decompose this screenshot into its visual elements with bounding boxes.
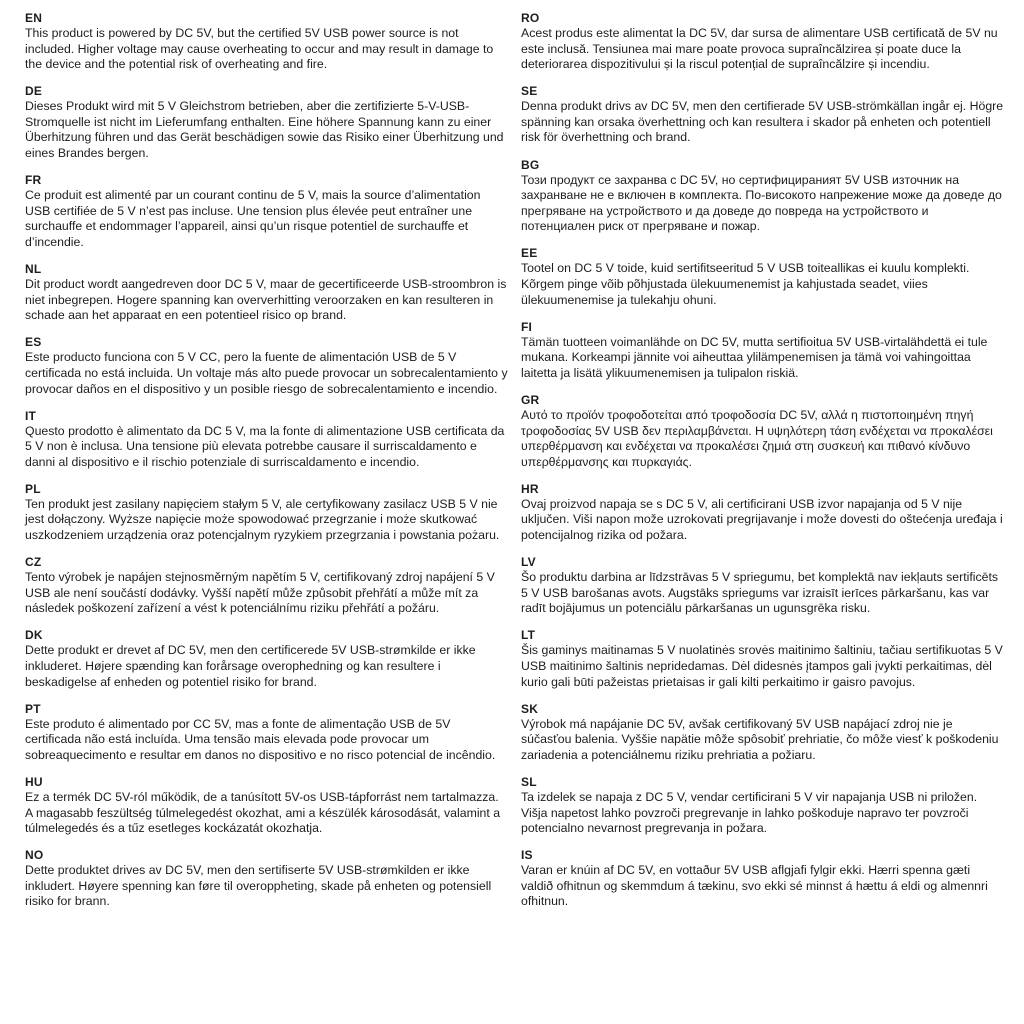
- lang-text-sl: Ta izdelek se napaja z DC 5 V, vendar certificirani 5 V vir napajanja USB ni priložen. Višja napetost lahko povzroči pregrevanje in lahko poškoduje napravo ter povzroči potencialno nevarnost pregrevanja in požara.: [521, 790, 978, 836]
- lang-block-nl: [25, 261, 508, 324]
- lang-text-cz: Tento výrobek je napájen stejnosměrným napětím 5 V, certifikovaný zdroj napájení 5 V USB ale není součástí dodávky. Vyšší napětí může způsobit přehřátí a může mít za následek poškození zařízení a vést k potenciálnímu riziku přehřátí a požáru.: [25, 570, 495, 616]
- lang-block-dk: [25, 627, 508, 690]
- lang-text-es: Este producto funciona con 5 V CC, pero la fuente de alimentación USB de 5 V certificada no está incluida. Un voltaje más alto puede provocar un sobrecalentamiento y provocar daños en el dispositivo y un posible riesgo de sobrecalentamiento e incendio.: [25, 350, 508, 396]
- column-left: [25, 10, 508, 921]
- lang-code-bg: BG: [521, 157, 540, 172]
- lang-code-no: NO: [25, 848, 44, 863]
- lang-block-sl: [521, 774, 1004, 837]
- lang-block-no: [25, 847, 508, 910]
- lang-text-ro: Acest produs este alimentat la DC 5V, dar sursa de alimentare USB certificată de 5V nu este inclusă. Tensiunea mai mare poate provoca supraîncălzirea și poate duce la deteriorarea dispozitivului și la riscul potențial de supraîncălzire și incendiu.: [521, 26, 998, 72]
- lang-text-de: Dieses Produkt wird mit 5 V Gleichstrom betrieben, aber die zertifizierte 5-V-USB-Stromquelle ist nicht im Lieferumfang enthalten. Eine höhere Spannung kann zu einer Überhitzung führen und das Gerät beschädigen sowie das Risiko einer Überhitzung und eines Brandes bergen.: [25, 99, 504, 161]
- lang-text-lv: Šo produktu darbina ar līdzstrāvas 5 V spriegumu, bet komplektā nav iekļauts sertificēts 5 V USB barošanas avots. Augstāks spriegums var izraisīt ierīces pārkaršanu, kas var radīt bojājumus un potenciālu pārkaršanas un ugunsgrēka risku.: [521, 570, 999, 616]
- lang-text-pt: Este produto é alimentado por CC 5V, mas a fonte de alimentação USB de 5V certificada não está incluída. Uma tensão mais elevada pode provocar um sobreaquecimento e resultar em danos no dispositivo e no risco potencial de incêndio.: [25, 716, 496, 762]
- lang-code-hr: HR: [521, 481, 539, 496]
- lang-code-ro: RO: [521, 11, 540, 25]
- lang-block-is: [521, 847, 1004, 910]
- lang-text-is: Varan er knúin af DC 5V, en vottaður 5V USB aflgjafi fylgir ekki. Hærri spenna gæti valdið ofhitnun og skemmdum á tækinu, svo ekki sé minnst á hættu á eldi og almennri ofhitnun.: [521, 863, 988, 909]
- lang-code-es: ES: [25, 335, 42, 350]
- lang-block-hu: [25, 774, 508, 837]
- lang-block-it: [25, 408, 508, 471]
- lang-code-lt: LT: [521, 628, 536, 643]
- lang-code-pt: PT: [25, 701, 41, 716]
- lang-text-nl: Dit product wordt aangedreven door DC 5 V, maar de gecertificeerde USB-stroombron is niet inbegrepen. Hogere spanning kan oververhitting veroorzaken en kan resulteren in schade aan het apparaat en een potentieel risico op brand.: [25, 277, 507, 323]
- lang-code-fr: FR: [25, 173, 42, 188]
- lang-block-cz: [25, 554, 508, 617]
- lang-block-ee: [521, 245, 1004, 308]
- lang-text-dk: Dette produkt er drevet af DC 5V, men den certificerede 5V USB-strømkilde er ikke inkluderet. Højere spænding kan forårsage overophedning og kan resultere i beskadigelse af enheden og potentiel risiko for brand.: [25, 643, 476, 689]
- lang-code-gr: GR: [521, 393, 540, 407]
- lang-block-lv: [521, 554, 1004, 617]
- lang-block-fi: [521, 319, 1004, 382]
- lang-text-se: Denna produkt drivs av DC 5V, men den certifierade 5V USB-strömkällan ingår ej. Högre spänning kan orsaka överhettning och kan resultera i skador på enheten och potentiell risk för överhettning och brand.: [521, 99, 1004, 145]
- column-right: [521, 10, 1004, 921]
- lang-block-pl: [25, 481, 508, 544]
- lang-code-is: IS: [521, 848, 533, 863]
- lang-block-es: [25, 334, 508, 397]
- lang-code-se: SE: [521, 84, 538, 99]
- lang-code-sl: SL: [521, 775, 537, 789]
- lang-block-lt: [521, 627, 1004, 690]
- lang-text-gr: Αυτό το προϊόν τροφοδοτείται από τροφοδοσία DC 5V, αλλά η πιστοποιημένη πηγή τροφοδοσίας 5V USB δεν περιλαμβάνεται. Η υψηλότερη τάση ενδέχεται να προκαλέσει υπερθέρμανση και ενδέχεται να προκαλέσει ζημιά στη συσκευή και πιθανό κίνδυνο υπερθέρμανσης και πυρκαγιάς.: [521, 408, 993, 469]
- lang-block-fr: [25, 172, 508, 250]
- lang-block-gr: [521, 392, 1004, 470]
- lang-code-cz: CZ: [25, 555, 42, 570]
- lang-code-pl: PL: [25, 481, 41, 496]
- lang-text-no: Dette produktet drives av DC 5V, men den sertifiserte 5V USB-strømkilden er ikke inkludert. Høyere spenning kan føre til overoppheting, skade på enheten og potensiell risiko for brann.: [25, 863, 492, 909]
- lang-text-fr: Ce produit est alimenté par un courant continu de 5 V, mais la source d’alimentation USB certifiée de 5 V n’est pas incluse. Une tension plus élevée peut entraîner une surchauffe et endommager l’appareil, ainsi qu’un risque potentiel de surchauffe et d’incendie.: [25, 188, 481, 249]
- lang-code-nl: NL: [25, 262, 42, 277]
- lang-code-lv: LV: [521, 555, 536, 570]
- lang-block-bg: [521, 157, 1004, 235]
- lang-code-ee: EE: [521, 246, 538, 261]
- lang-block-hr: [521, 481, 1004, 544]
- lang-text-bg: Този продукт се захранва с DC 5V, но сертифицираният 5V USB източник на захранване не е включен в комплекта. По-високото напрежение може да доведе до прегряване на устройството и да доведе до повреда на устройството и потенциален риск от прегряване и пожар.: [521, 172, 1002, 234]
- lang-text-hr: Ovaj proizvod napaja se s DC 5 V, ali certificirani USB izvor napajanja od 5 V nije uključen. Viši napon može uzrokovati pregrijavanje i može dovesti do oštećenja uređaja i potencijalnog rizika od požara.: [521, 496, 1003, 543]
- lang-text-hu: Ez a termék DC 5V-ról működik, de a tanúsított 5V-os USB-tápforrást nem tartalmazza. A magasabb feszültség túlmelegedést okozhat, ami a készülék károsodását, valamint a túlmelegedés és a tűz esetleges kockázatát okozhatja.: [25, 790, 501, 836]
- lang-text-lt: Šis gaminys maitinamas 5 V nuolatinės srovės maitinimo šaltiniu, tačiau sertifikuotas 5 V USB maitinimo šaltinis nepridedamas. Dėl didesnės įtampos gali įvykti perkaitimas, dėl kurio gali būti pažeistas prietaisas ir gali kilti perkaitimo ir gaisro pavojus.: [521, 643, 1003, 689]
- lang-block-pt: [25, 701, 508, 764]
- lang-code-en: EN: [25, 11, 43, 25]
- lang-text-pl: Ten produkt jest zasilany napięciem stałym 5 V, ale certyfikowany zasilacz USB 5 V nie jest dołączony. Wyższe napięcie może spowodować przegrzanie i może skutkować uszkodzeniem urządzenia oraz potencjalnym ryzykiem przegrzania i powstania pożaru.: [25, 496, 500, 543]
- lang-code-de: DE: [25, 84, 43, 99]
- lang-block-ro: [521, 10, 1004, 73]
- lang-block-se: [521, 83, 1004, 146]
- lang-code-hu: HU: [25, 775, 43, 789]
- lang-block-sk: [521, 701, 1004, 764]
- lang-block-de: [25, 83, 508, 161]
- lang-code-it: IT: [25, 408, 37, 423]
- lang-code-dk: DK: [25, 628, 43, 643]
- lang-text-ee: Tootel on DC 5 V toide, kuid sertifitseeritud 5 V USB toiteallikas ei kuulu komplekti. Kõrgem pinge võib põhjustada ülekuumenemist ja kahjustada seadet, viies ülekuumenemise ja tulekahju ohuni.: [521, 261, 970, 307]
- lang-text-it: Questo prodotto è alimentato da DC 5 V, ma la fonte di alimentazione USB certificata da 5 V non è inclusa. Una tensione più elevata potrebbe causare il surriscaldamento e danni al dispositivo e il rischio potenziale di surriscaldamento e incendio.: [25, 423, 505, 469]
- lang-code-sk: SK: [521, 701, 539, 716]
- lang-code-fi: FI: [521, 319, 533, 334]
- lang-block-en: [25, 10, 508, 73]
- lang-text-fi: Tämän tuotteen voimanlähde on DC 5V, mutta sertifioitua 5V USB-virtalähdettä ei tule mukana. Korkeampi jännite voi aiheuttaa ylilämpenemisen ja tämä voi vahingoittaa laitetta ja lisätä ylikuumenemisen ja tulipalon riskiä.: [521, 334, 988, 380]
- lang-text-sk: Výrobok má napájanie DC 5V, avšak certifikovaný 5V USB napájací zdroj nie je súčasťou balenia. Vyššie napätie môže spôsobiť prehriatie, čo môže viesť k poškodeniu zariadenia a potenciálnemu riziku prehriatia a požiaru.: [521, 716, 999, 762]
- lang-text-en: This product is powered by DC 5V, but the certified 5V USB power source is not included. Higher voltage may cause overheating to occur and may result in damage to the device and the potential risk of overheating and fire.: [25, 26, 494, 72]
